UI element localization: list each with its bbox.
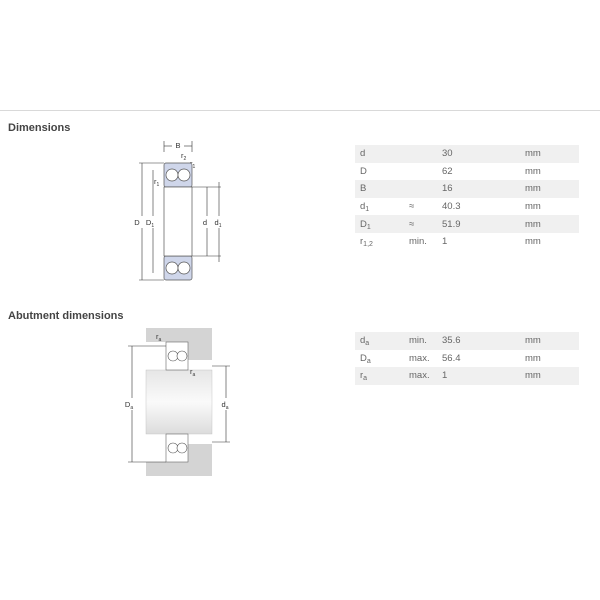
cell-sym: $d_1$ (360, 201, 370, 214)
cell-qual: max. (404, 367, 437, 385)
label-d: d (202, 218, 208, 227)
table-row (355, 233, 579, 251)
cell-val: 30 (437, 145, 520, 163)
label-D1: $D_1$ (145, 218, 155, 229)
cell-unit: mm (520, 145, 579, 163)
table-row (355, 367, 579, 385)
dimensions-title: Dimensions (8, 122, 71, 134)
cell-val: 62 (442, 165, 453, 177)
label-r1-left: $r_1$ (154, 177, 160, 188)
bore (164, 187, 192, 256)
cell-unit: mm (520, 180, 579, 198)
top-divider (0, 110, 600, 111)
housing-bottom-right (188, 444, 212, 476)
cell-qual: ≈ (404, 215, 437, 233)
table-row (355, 215, 579, 233)
cell-sym: D (360, 165, 367, 177)
cell-val: 1 (442, 236, 448, 248)
label-da: $d_a$ (221, 400, 229, 411)
cell-qual (404, 145, 437, 163)
bearing-dimensions-diagram (125, 138, 230, 290)
cell-qual: ≈ (409, 201, 415, 213)
label-r1-top: 1 (192, 164, 196, 170)
cell-val: 51.9 (437, 215, 520, 233)
cell-unit: mm (525, 352, 541, 364)
cell-unit: mm (520, 367, 579, 385)
ball-top-left (166, 169, 178, 181)
cell-val: 40.3 (442, 201, 461, 213)
cell-val: 16 (437, 180, 520, 198)
cell-sym: B (355, 180, 404, 198)
table-row (355, 350, 579, 368)
label-B: B (175, 141, 181, 150)
ball-bottom-right (178, 262, 190, 274)
abutment-title: Abutment dimensions (8, 310, 124, 322)
cell-qual: max. (409, 352, 430, 364)
abutment-diagram (122, 326, 237, 478)
housing-top-right (188, 328, 212, 360)
table-row (355, 145, 579, 163)
cell-sym: $d_a$ (355, 332, 404, 350)
cell-sym: d (355, 145, 404, 163)
label-r2: $r_2$ (181, 151, 187, 162)
dimensions-table (355, 145, 579, 251)
shaft (146, 370, 212, 434)
table-row (355, 180, 579, 198)
table-row (355, 332, 579, 350)
cell-unit: mm (525, 201, 541, 213)
cell-val: 35.6 (437, 332, 520, 350)
label-D: D (134, 218, 140, 227)
cell-sym: $r_a$ (355, 367, 404, 385)
ball-bottom-left (166, 262, 178, 274)
cell-qual: min. (409, 236, 427, 248)
cell-sym: $D_a$ (360, 352, 371, 365)
abutment-table (355, 332, 579, 385)
cell-unit: mm (525, 165, 541, 177)
label-ra-top: $r_a$ (156, 332, 162, 343)
cell-qual: min. (404, 332, 437, 350)
table-row (355, 198, 579, 216)
cell-val: 1 (437, 367, 520, 385)
table-row (355, 163, 579, 181)
cell-qual (404, 163, 437, 181)
cell-val: 56.4 (442, 352, 461, 364)
cell-unit: mm (520, 332, 579, 350)
ball-top-right (178, 169, 190, 181)
label-d1: $d_1$ (214, 218, 222, 229)
label-Da: $D_a$ (124, 400, 134, 411)
cell-unit: mm (525, 236, 541, 248)
cell-unit: mm (520, 215, 579, 233)
cell-qual (404, 180, 437, 198)
cell-sym: $D_1$ (355, 215, 404, 233)
label-ra-right: $r_a$ (190, 367, 196, 378)
cell-sym: $r_{1,2}$ (360, 236, 373, 249)
